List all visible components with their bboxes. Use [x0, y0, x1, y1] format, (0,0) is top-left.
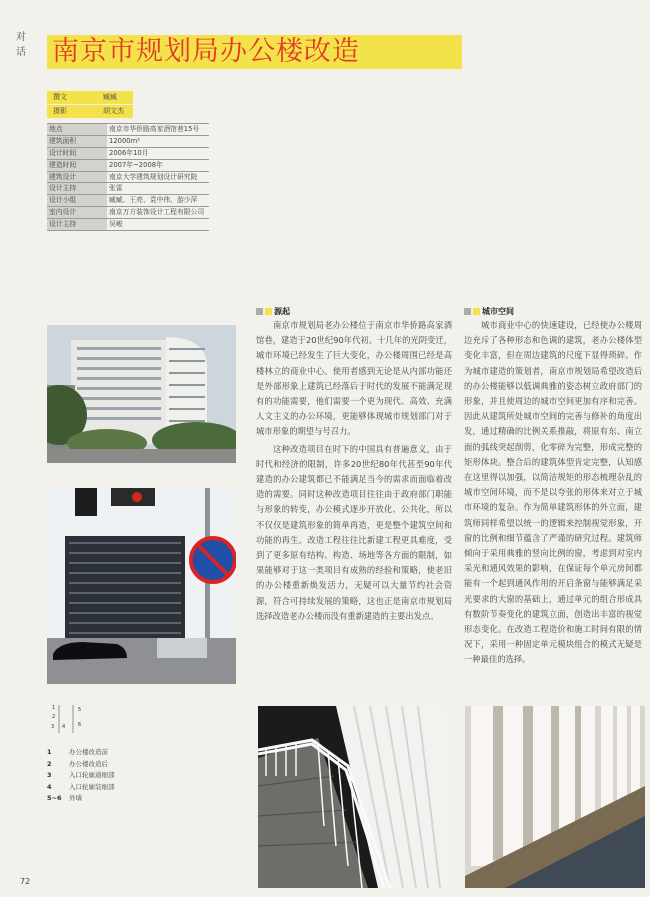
credit-row-writer [47, 91, 133, 104]
index-3: 3 [51, 724, 55, 730]
info-row [47, 206, 209, 218]
credit-row-photo [47, 105, 133, 118]
info-key: 建造时间 [47, 160, 107, 171]
info-row [47, 159, 209, 171]
heading-text: 城市空间 [482, 307, 514, 316]
legend-text: 办公楼改造前 [69, 748, 108, 756]
info-key: 地点 [47, 124, 107, 135]
column-urban-space [464, 306, 642, 668]
heading-urban-space [464, 306, 642, 318]
info-row [47, 123, 209, 135]
info-value: 吴峻 [109, 220, 123, 229]
info-value: 南京大学建筑规划设计研究院 [109, 172, 198, 181]
info-value: 南京万方装饰设计工程有限公司 [109, 208, 205, 217]
legend-num: 3 [47, 771, 52, 779]
heading-origin [256, 306, 452, 318]
info-key: 设计主持 [47, 183, 107, 194]
page-title: 南京市规划局办公楼改造 [52, 36, 360, 67]
yellow-square-icon [265, 308, 272, 315]
legend-text: 入口轮廓装细部 [69, 782, 115, 791]
info-key: 设计主持 [47, 219, 107, 230]
credit-key: 摄影 [53, 107, 67, 115]
grey-square-icon [464, 308, 471, 315]
info-key: 室内设计 [47, 207, 107, 218]
paragraph: 这种改造项目在时下的中国具有普遍意义，由于时代和经济的限制，许多20世纪80年代甚至90年代建造的办公建筑都已不能满足当今的需求而面临着改造的需要。同时这种改造项目往往由于政府部门职能与形象的转变，办公模式逐步开放化、公共化，所以不仅仅是建筑形象的简单再造，更是整个建筑空间和功能的再生。改造工程往往比新建工程更具难度，受到了更多原有结构、构造、场地等各方面的限制，如果能够对于这一类项目有成熟的经验和策略，使老旧的办公楼重新焕发活力，无疑可以大量节约社会资源，符合可持续发展的策略，这也正是南京市规划局选择改造老办公楼而没有重新建造的主要出发点。 [256, 443, 452, 621]
info-value: 2007年~2008年 [109, 160, 163, 169]
info-key: 建筑设计 [47, 172, 107, 183]
legend-item [47, 793, 167, 805]
legend-item [47, 759, 167, 771]
info-key: 设计小组 [47, 195, 107, 206]
column-origin [256, 306, 452, 624]
info-value: 南京市华侨路高家酒馆巷15号 [109, 125, 200, 133]
photo-facade-fins [465, 706, 645, 888]
photo-building-after [47, 488, 236, 684]
index-1: 1 [52, 705, 56, 711]
project-info-table [47, 123, 209, 231]
yellow-square-icon [473, 308, 480, 315]
legend-text: 入口轮廓通细部 [69, 771, 115, 779]
info-value: 张雷 [109, 184, 123, 193]
info-row [47, 194, 209, 206]
info-row [47, 218, 209, 231]
legend-item [47, 747, 167, 759]
index-5: 5 [78, 707, 82, 713]
section-label: 对话 [16, 32, 26, 58]
info-value: 12000m² [109, 136, 140, 145]
heading-text: 源起 [274, 307, 290, 316]
legend-text: 外墙 [69, 794, 82, 802]
info-row [47, 135, 209, 147]
photo-entrance-railing [258, 706, 446, 888]
credit-key: 撰文 [53, 93, 67, 101]
legend-num: 1 [47, 748, 52, 756]
credit-value: 臧臧 [103, 93, 117, 101]
photo-building-before [47, 325, 236, 463]
page-number: 72 [20, 877, 31, 886]
info-key: 设计时间 [47, 148, 107, 159]
info-key: 建筑面积 [47, 136, 107, 147]
info-value: 2006年10月 [109, 148, 149, 157]
index-4: 4 [62, 724, 66, 730]
legend-num: 5~6 [47, 794, 62, 802]
legend-item [47, 770, 167, 782]
info-row [47, 147, 209, 159]
image-index-grid [47, 705, 93, 733]
info-row [47, 171, 209, 183]
credit-value: 胡文杰 [103, 107, 124, 115]
legend-num: 2 [47, 759, 52, 768]
grey-square-icon [256, 308, 263, 315]
index-2: 2 [52, 714, 56, 720]
legend-text: 办公楼改造后 [69, 759, 108, 768]
paragraph: 城市商业中心的快速建设，已经使办公楼周边充斥了各种形态和色调的建筑，老办公楼体型变化丰富，但在周边建筑的尺度下显得琐碎。作为城市建造的策划者，南京市规划局希望改造后的办公楼能够以低调典雅的姿态树立政府部门的形象，并且使周边的城市空间更加有序和完善。因此从建筑所处城市空间的完善与修补的角度出发，通过精确的比例关系推敲，将原有东、南立面的弧线突起削剪，化零碎为完整，形成完整的矩形体块。整合后的建筑体型肯定完整，认知感在这里得以加强，以简洁规矩的形态梳理杂乱的城市空间环境，而不是以夸张的形体来对立于城市环境的复杂。作为简单建筑形体的外立面，建筑师同样希望以统一的逻辑来控制视觉形象，开窗的比例和细节蕴含了严谨的研究过程。建筑师倾向于采用典雅的竖向比例的窗，考虑到对室内采光和通风效果的影响，在保证每个单元房间都能有一个起到通风作用的开启条窗与能够满足采光要求的大窗的基础上，通过单元的组合形成具有数阶节奏变化的建筑立面，创造出丰富的视觉形态变化。在改造工程造价和施工时间有限的情况下，采用一种固定单元模块组合的模式无疑是一种最佳的选择。 [464, 320, 642, 665]
legend-num: 4 [47, 782, 52, 791]
info-row [47, 182, 209, 194]
index-6: 6 [78, 722, 82, 728]
info-value: 臧臧、王亮、袁中伟、游少萍 [109, 196, 198, 205]
legend-item [47, 782, 167, 794]
paragraph: 南京市规划局老办公楼位于南京市华侨路高家酒馆巷，建造于20世纪90年代初。十几年的光阴变迁，城市环境已经发生了巨大变化，办公楼周围已经是高楼林立的商业中心。使用者感到无论是从内部功能还是外部形象上建筑已经落后于时代的发展不能满足现有的功能需要，他们需要一个更为现代、高效、充满人文主义的办公环境，更能够体现城市规划部门对于城市形象的期望与号召力。 [256, 320, 452, 437]
photo-legend [47, 747, 167, 805]
